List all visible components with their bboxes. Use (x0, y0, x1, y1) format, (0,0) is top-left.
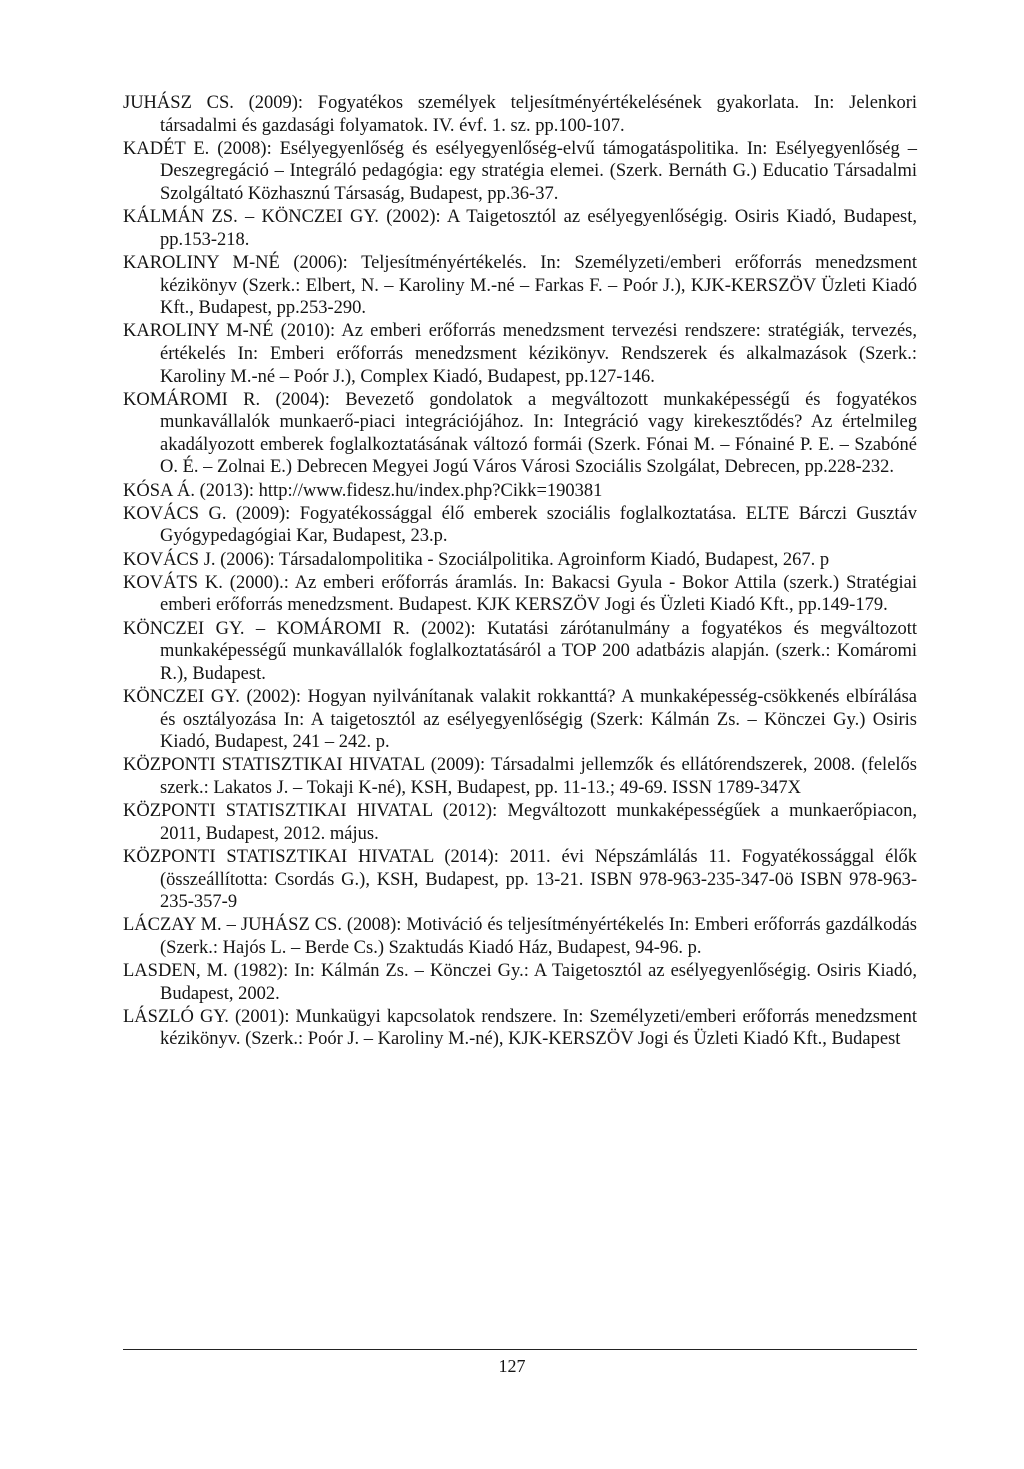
reference-entry-laczay-juhasz-2008: LÁCZAY M. – JUHÁSZ CS. (2008): Motiváció és teljesítményértékelés In: Emberi erőforrás gazdálkodás (Szerk.: Hajós L. – Berde Cs.) Szaktudás Kiadó Ház, Budapest, 94-96. p. (123, 915, 917, 958)
reference-entry-kovacs-j-2006: KOVÁCS J. (2006): Társadalompolitika - Szociálpolitika. Agroinform Kiadó, Budapest, 267. p (123, 549, 830, 570)
reference-entry-juhasz-2009: JUHÁSZ CS. (2009): Fogyatékos személyek teljesítményértékelésének gyakorlata. In: Jelenkori társadalmi és gazdasági folyamatok. IV. évf. 1. sz. pp.100-107. (123, 93, 917, 136)
reference-entry-komaromi-2004: KOMÁROMI R. (2004): Bevezető gondolatok a megváltozott munkaképességű és fogyatékos munkavállalók munkaerő-piaci integrációjához. In: Integráció vagy kirekesztődés? Az értelmileg akadályozott emberek foglalkoztatásának változó formái (Szerk. Fónai M. – Fónainé P. E. – Szabóné O. É. – Zolnai E.) Debrecen Megyei Jogú Város Városi Szociális Szolgálat, Debrecen, pp.228-232. (123, 389, 917, 478)
reference-entry-konczei-2002: KÖNCZEI GY. (2002): Hogyan nyilvánítanak valakit rokkanttá? A munkaképesség-csökkenés elbírálása és osztályozása In: A taigetosztól az esélyegyenlőségig (Szerk: Kálmán Zs. – Könczei Gy.) Osiris Kiadó, Budapest, 241 – 242. p. (123, 686, 917, 753)
reference-entry-karoliny-2010: KAROLINY M-NÉ (2010): Az emberi erőforrás menedzsment tervezési rendszere: stratégiák, tervezés, értékelés In: Emberi erőforrás menedzsment kézikönyv. Rendszerek és alkalmazások (Szerk.: Karoliny M.-né – Poór J.), Complex Kiadó, Budapest, pp.127-146. (123, 321, 917, 387)
reference-entry-konczei-komaromi-2002: KÖNCZEI GY. – KOMÁROMI R. (2002): Kutatási zárótanulmány a fogyatékos és megváltozott munkaképességű munkavállalók foglalkoztatásáról a TOP 200 adatbázis alapján. (szerk.: Komáromi R.), Budapest. (123, 618, 917, 684)
footer-divider (123, 1349, 917, 1350)
reference-entry-kosa-2013: KÓSA Á. (2013): http://www.fidesz.hu/index.php?Cikk=190381 (123, 480, 603, 501)
page-number: 127 (498, 1356, 526, 1376)
reference-entry-lasden-1982: LASDEN, M. (1982): In: Kálmán Zs. – Könczei Gy.: A Taigetosztól az esélyegyenlőségig. Osiris Kiadó, Budapest, 2002. (123, 961, 917, 1004)
reference-entry-ksh-2009: KÖZPONTI STATISZTIKAI HIVATAL (2009): Társadalmi jellemzők és ellátórendszerek, 2008. (felelős szerk.: Lakatos J. – Tokaji K-né), KSH, Budapest, pp. 11-13.; 49-69. ISSN 1789-347X (123, 755, 917, 798)
reference-entry-kovacs-g-2009: KOVÁCS G. (2009): Fogyatékossággal élő emberek szociális foglalkoztatása. ELTE Bárczi Gusztáv Gyógypedagógiai Kar, Budapest, 23.p. (123, 503, 917, 547)
reference-entry-ksh-2014: KÖZPONTI STATISZTIKAI HIVATAL (2014): 2011. évi Népszámlálás 11. Fogyatékossággal élők (összeállította: Csordás G.), KSH, Budapest, pp. 13-21. ISBN 978-963-235-347-0ö ISBN 978-963-235-357-9 (123, 846, 917, 913)
reference-entry-karoliny-2006: KAROLINY M-NÉ (2006): Teljesítményértékelés. In: Személyzeti/emberi erőforrás menedzsment kézikönyv (Szerk.: Elbert, N. – Karoliny M.-né – Farkas F. – Poór J.), KJK-KERSZÖV Üzleti Kiadó Kft., Budapest, pp.253-290. (123, 252, 917, 319)
reference-entry-kadet-2008: KADÉT E. (2008): Esélyegyenlőség és esélyegyenlőség-elvű támogatáspolitika. In: Esélyegyenlőség – Deszegregáció – Integráló pedagógia: egy stratégia elemei. (Szerk. Bernáth G.) Educatio Társadalmi Szolgáltató Közhasznú Társaság, Budapest, pp.36-37. (123, 138, 917, 204)
reference-list (123, 92, 917, 1052)
reference-entry-laszlo-2001: LÁSZLÓ GY. (2001): Munkaügyi kapcsolatok rendszere. In: Személyzeti/emberi erőforrás menedzsment kézikönyv. (Szerk.: Poór J. – Karoliny M.-né), KJK-KERSZÖV Jogi és Üzleti Kiadó Kft., Budapest (123, 1006, 917, 1050)
reference-entry-ksh-2012: KÖZPONTI STATISZTIKAI HIVATAL (2012): Megváltozott munkaképességűek a munkaerőpiacon, 2011, Budapest, 2012. május. (123, 801, 917, 844)
reference-entry-kalman-konczei-2002: KÁLMÁN ZS. – KÖNCZEI GY. (2002): A Taigetosztól az esélyegyenlőségig. Osiris Kiadó, Budapest, pp.153-218. (123, 207, 917, 250)
reference-entry-kovats-2000: KOVÁTS K. (2000).: Az emberi erőforrás áramlás. In: Bakacsi Gyula - Bokor Attila (szerk.) Stratégiai emberi erőforrás menedzsment. Budapest. KJK KERSZÖV Jogi és Üzleti Kiadó Kft., pp.149-179. (123, 572, 917, 616)
